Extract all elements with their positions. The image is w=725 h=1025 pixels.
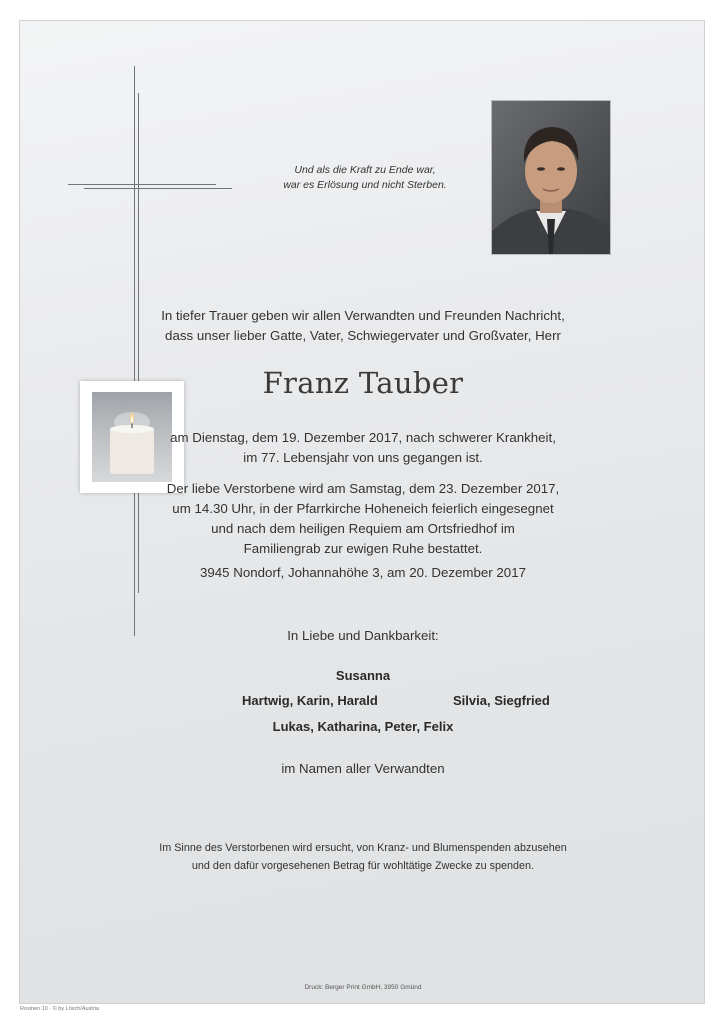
family-names-left: Hartwig, Karin, Harald	[242, 693, 378, 708]
portrait-photo	[491, 100, 611, 255]
intro-line-2: dass unser lieber Gatte, Vater, Schwiegervater und Großvater, Herr	[165, 328, 561, 343]
funeral-line-4: Familiengrab zur ewigen Ruhe bestattet.	[243, 541, 483, 556]
printer-credit: Druck: Berger Print GmbH, 3950 Gmünd	[304, 984, 422, 991]
obituary-card	[19, 20, 705, 1004]
cross-horizontal-line	[68, 184, 216, 185]
place-and-date: 3945 Nondorf, Johannahöhe 3, am 20. Dezember 2017	[199, 565, 526, 580]
portrait-image	[492, 101, 610, 254]
announcement-intro	[20, 306, 705, 346]
death-notice	[20, 428, 705, 468]
thanks-heading: In Liebe und Dankbarkeit:	[287, 628, 439, 643]
intro-line-1: In tiefer Trauer geben wir allen Verwandten und Freunden Nachricht,	[161, 308, 565, 323]
cross-horizontal-line-inner	[84, 188, 232, 189]
funeral-line-1: Der liebe Verstorbene wird am Samstag, dem 23. Dezember 2017,	[166, 481, 560, 496]
relatives-note: im Namen aller Verwandten	[281, 761, 445, 776]
wish-line-2: und den dafür vorgesehenen Betrag für wohltätige Zwecke zu spenden.	[191, 860, 535, 872]
template-footer: Rosinen 10 · © by Lösch/Austria	[20, 1006, 99, 1012]
quote-line-1: Und als die Kraft zu Ende war,	[294, 164, 436, 176]
memorial-quote	[250, 163, 480, 193]
family-names-grandchildren: Lukas, Katharina, Peter, Felix	[272, 719, 454, 734]
quote-line-2: war es Erlösung und nicht Sterben.	[283, 179, 447, 191]
death-line-2: im 77. Lebensjahr von uns gegangen ist.	[243, 450, 483, 465]
wish-line-1: Im Sinne des Verstorbenen wird ersucht, von Kranz- und Blumenspenden abzusehen	[159, 842, 567, 854]
funeral-line-2: um 14.30 Uhr, in der Pfarrkirche Hoheneich feierlich eingesegnet	[172, 501, 554, 516]
family-names-right: Silvia, Siegfried	[453, 693, 550, 708]
donation-request	[20, 839, 705, 875]
funeral-line-3: und nach dem heiligen Requiem am Ortsfriedhof im	[211, 521, 515, 536]
funeral-details	[20, 479, 705, 559]
deceased-name: Franz Tauber	[262, 366, 464, 400]
death-line-1: am Dienstag, dem 19. Dezember 2017, nach schwerer Krankheit,	[170, 430, 556, 445]
family-name-spouse: Susanna	[335, 668, 391, 683]
